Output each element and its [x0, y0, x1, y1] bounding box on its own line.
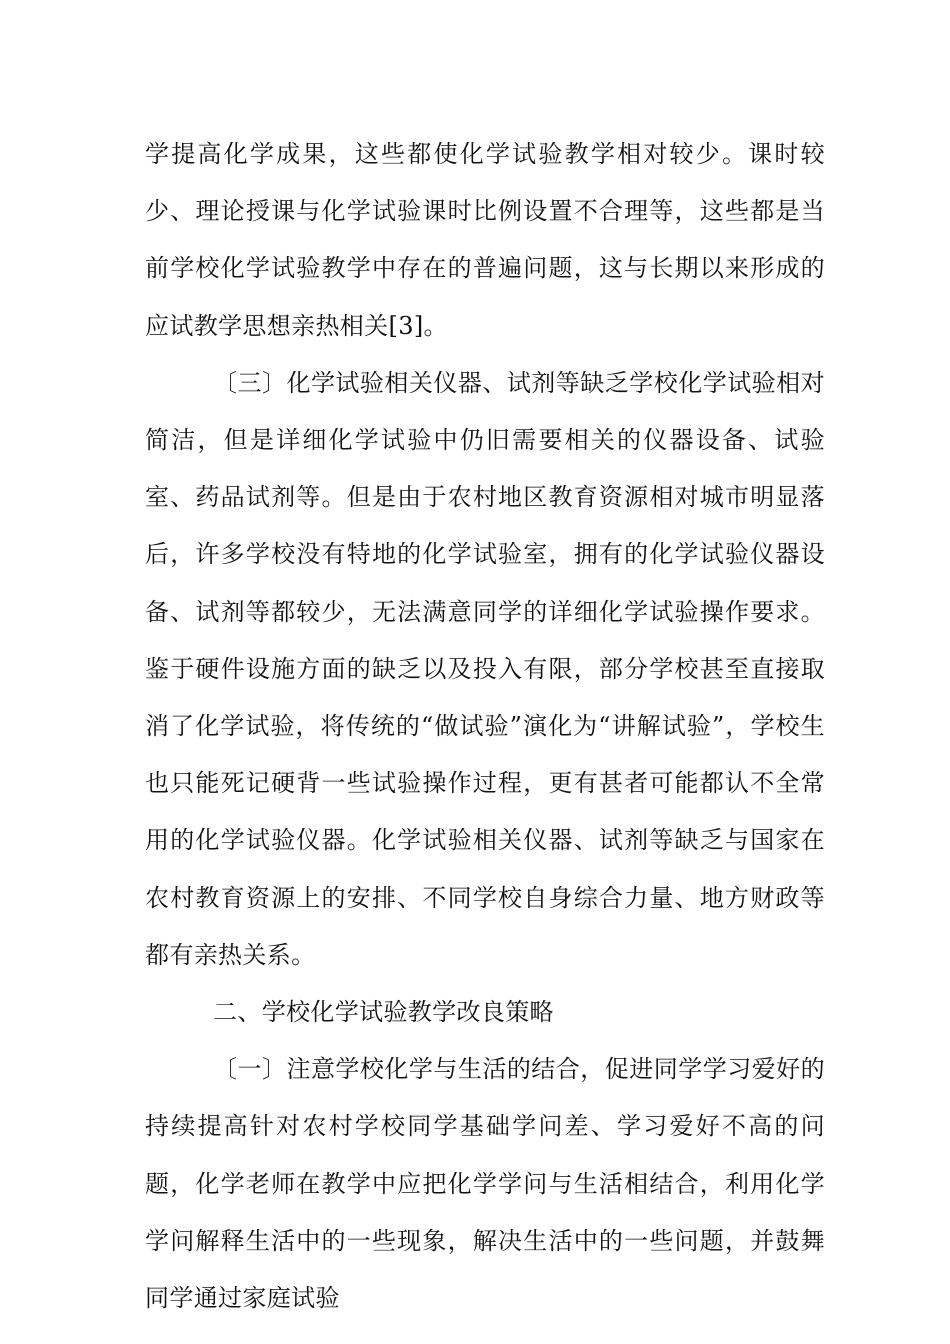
paragraph-1: 学提高化学成果，这些都使化学试验教学相对较少。课时较少、理论授课与化学试验课时比例设置不合理等，这些都是当前学校化学试验教学中存在的普遍问题，这与长期以来形成的应试教学思想亲热相关[3]。 [145, 140, 825, 340]
section-heading: 二、学校化学试验教学改良策略 [213, 998, 554, 1027]
document-body [145, 126, 825, 1327]
paragraph-3: 〔一〕注意学校化学与生活的结合，促进同学学习爱好的持续提高针对农村学校同学基础学问差、学习爱好不高的问题，化学老师在教学中应把化学学问与生活相结合，利用化学学问解释生活中的一些现象，解决生活中的一些问题，并鼓舞同学通过家庭试验 [145, 1055, 825, 1313]
paragraph-2: 〔三〕化学试验相关仪器、试剂等缺乏学校化学试验相对简洁，但是详细化学试验中仍旧需要相关的仪器设备、试验室、药品试剂等。但是由于农村地区教育资源相对城市明显落后，许多学校没有特地的化学试验室，拥有的化学试验仪器设备、试剂等都较少，无法满意同学的详细化学试验操作要求。鉴于硬件设施方面的缺乏以及投入有限，部分学校甚至直接取消了化学试验，将传统的“做试验”演化为“讲解试验”，学校生也只能死记硬背一些试验操作过程，更有甚者可能都认不全常用的化学试验仪器。化学试验相关仪器、试剂等缺乏与国家在农村教育资源上的安排、不同学校自身综合力量、地方财政等都有亲热关系。 [145, 368, 825, 969]
